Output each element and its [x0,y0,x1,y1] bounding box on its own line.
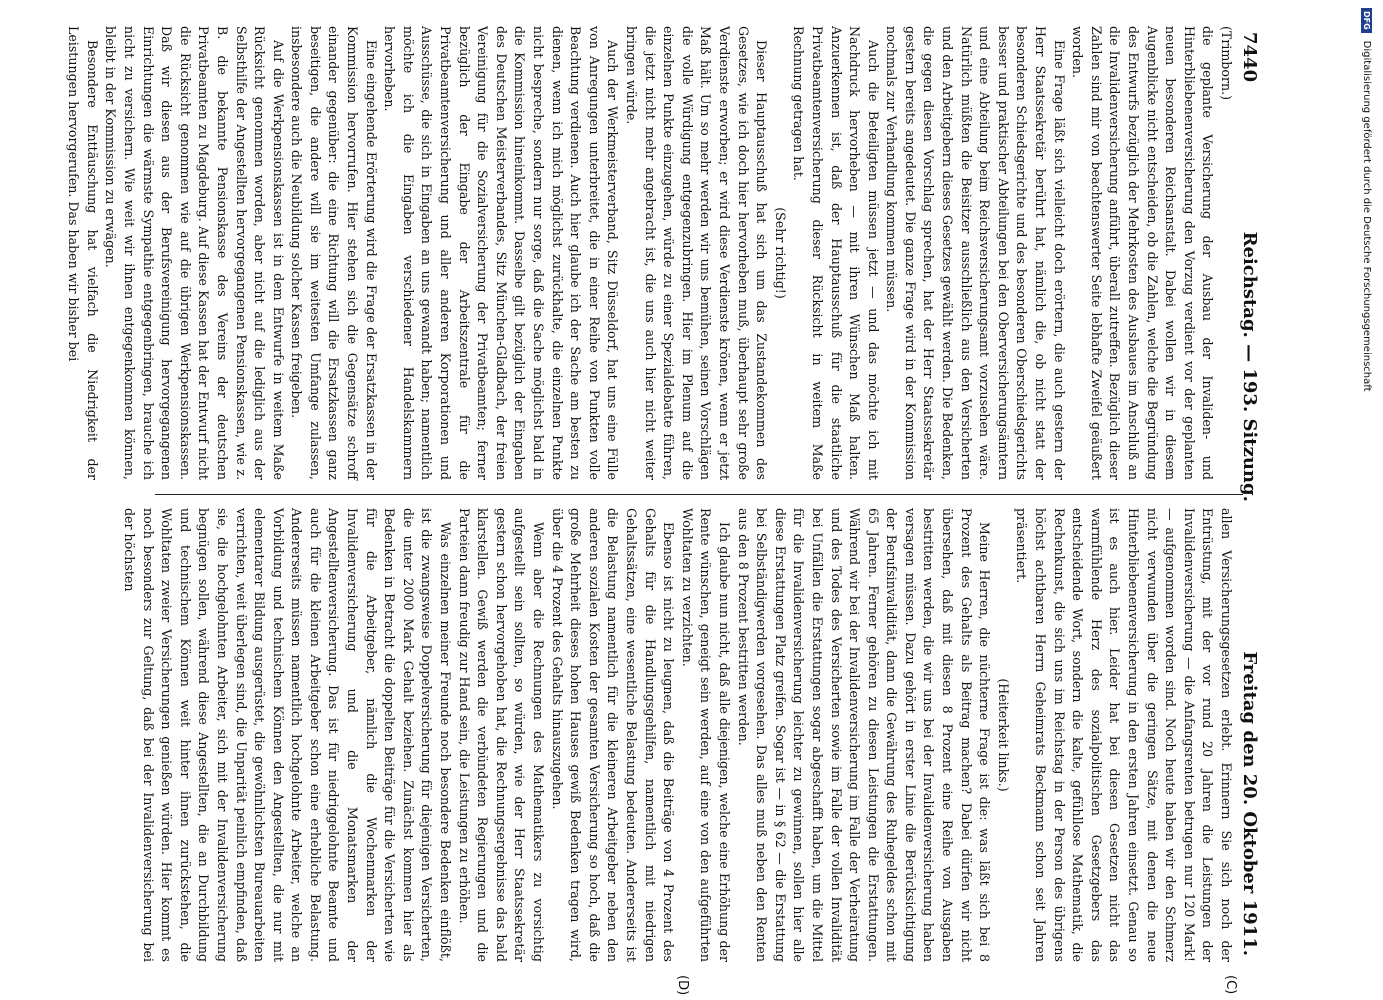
paragraph: Auch der Werkmeisterverband, Sitz Düsseldorf, hat uns eine Fülle von Anregungen unterbreitet, die in einer Reihe von Punkten volle Beachtung verdienen. Auch hier glaube ich der Sache am besten zu dienen, wenn ich mich möglichst zurückhalte, die einzelnen Punkte nicht bespreche, sondern nur sorge, daß die Sache möglichst bald in die Kommission hineinkommt. Dasselbe gilt bezüglich der Eingaben des Deutschen Meisterverbandes, Sitz München-Gladbach, der freien Vereinigung für die Sozialversicherung der Privatbeamten; ferner bezüglich der Eingabe der Arbeitszentrale für die Privatbeamtenversicherung und aller anderen Korporationen und Ausschüsse, die sich in Eingaben an uns gewandt haben; namentlich möchte ich die Eingaben verschiedener Handelskammern hervorheben. [382,26,621,480]
paragraph: allen Versicherungsgesetzen erlebt. Erinnern Sie sich noch der Entrüstung, mit der vor rund 20 Jahren die Leistungen der Invalidenversicherung — die Anfangsrenten betrugen nur 120 Mark! — aufgenommen worden sind. Noch heute haben wir den Schmerz nicht verwunden über die geringen Sätze, mit denen die neue Hinterbliebenenversicherung in den ersten Jahren einsetzt. Genau so ist es auch hier. Leider hat bei diesen Gesetzen nicht das warmfühlende Herz des sozialpolitischen Gesetzgebers das entscheidende Wort, sondern die kalte, gefühllose Mathematik, die Rechenkunst, die sich uns im Reichstag in der Person des übrigens höchst achtbaren Herrn Geheimrats Beckmann schon seit Jahren präsentiert. [1014,508,1234,962]
paragraph: die geplante Versicherung der Ausbau der Invaliden- und Hinterbliebenenversicherung den Vorzug verdient vor der geplanten neuen besonderen Reichsanstalt. Dabei wollen wir in diesem Augenblicke nicht entscheiden, ob die Zahlen, welche die Begründung des Entwurfs bezüglich der Mehrkosten des Ausbaues im Anschluß an die Invalidenversicherung anführt, überall zutreffen. Bezüglich dieser Zahlen sind mir von beachtenswerter Seite lebhafte Zweifel geäußert worden. [1070,26,1216,480]
margin-mark-d: (D) [675,975,690,996]
paragraph: Was einzelnen meiner Freunde noch besondere Bedenken einflößt, ist die zwangsweise Doppelversicherung für diejenigen Versicherten, die unter 2000 Mark Gehalt beziehen. Zunächst kommen hier als Bedenken in Betracht die doppelten Beiträge für die Versicherten wie für die Arbeitgeber, nämlich die Wochenmarken der Invalidenversicherung und die Monatsmarken der Angestelltenversicherung. Das ist für niedriggelohnte Beamte und auch für die kleinen Arbeitgeber schon eine erhebliche Belastung. Andererseits müssen namentlich hochgelohnte Arbeiter, welche an Vorbildung und technischem Können den Angestellten, die nur mit elementarer Bildung ausgerüstet, die gewöhnlichsten Bureauarbeiten verrichten, weit überlegen sind, die Unparität peinlich empfinden, daß sie, die hochgelohnten Arbeiter, sich mit der Invalidenversicherung begnügen sollen, während diese Angestellten, die an Durchbildung und technischem Können weit hinter ihnen zurückstehen, die Wohltaten zweier Versicherungen genießen würden. Hier kommt es noch besonders zur Geltung, daß bei der Invalidenversicherung bei der höchsten [121,508,454,962]
left-column [66,26,1235,480]
paragraph: Besondere Enttäuschung hat vielfach die Niedrigkeit der Leistungen hervorgerufen. Das haben wir bisher bei [66,26,100,480]
paragraph: (Sehr richtig!) [772,207,788,299]
column-divider [155,494,1243,495]
paragraph: Auch die Beteiligten müssen jetzt — und das möchte ich mit Nachdruck hervorheben — mit ihren Wünschen Maß halten. Anzuerkennen ist, daß der Hauptausschuß für die staatliche Privatbeamtenversicherung dieser Rücksicht in weitem Maße Rechnung getragen hat. [791,26,881,480]
paragraph: Eine eingehende Erörterung wird die Frage der Ersatzkassen in der Kommission hervorrufen. Hier stehen sich die Gegensätze schroff einander gegenüber: die eine Richtung will die Ersatzkassen ganz beseitigen, die andere will sie im weitesten Umfange zulassen, insbesondere auch die Neubildung solcher Kassen freigeben. [289,26,379,480]
paragraph: Eine Frage läßt sich vielleicht doch erörtern, die auch gestern der Herr Staatssekretär berührt hat, nämlich die, ob nicht statt der besonderen Schiedsgerichte und des besonderen Oberschiedsgerichts besser und praktischer Abteilungen bei den Oberversicherungsämtern und eine Abteilung beim Reichsversicherungsamt vorzusehen wäre. Natürlich müßten die Beisitzer ausschließlich aus den Versicherten und den Arbeitgebern dieses Gesetzes gewählt werden. Die Bedenken, die gegen diesen Vorschlag sprechen, hat der Herr Staatssekretär gestern bereits angedeutet. Die ganze Frage wird in der Kommission nochmals zur Verhandlung kommen müssen. [884,26,1067,480]
paragraph: (Trimborn.) [1219,26,1234,100]
digitization-credit: Digitalisierung gefördert durch die Deutsche Forschungsgemeinschaft [1361,40,1372,392]
paragraph: Ich glaube nun nicht, daß alle diejenigen, welche eine Erhöhung der Rente wünschen, geneigt sein werden, auf eine von den aufgeführten Wohltaten zu verzichten. [679,508,732,962]
paragraph: Wenn aber die Rechnungen des Mathematikers zu vorsichtig aufgestellt sein sollten, so würden, wie der Herr Staatssekretär gestern schon hervorgehoben hat, die Rechnungsergebnisse das bald klarstellen. Gewiß werden die verbündeten Regierungen und die Parteien dann freudig zur Hand sein, die Leistungen zu erhöhen. [456,508,547,962]
session-date: Freitag den 20. Oktober 1911. [1239,651,1260,956]
text-columns [66,26,1235,962]
paragraph: Dieser Hauptausschuß hat sich um das Zustandekommen des Gesetzes, wie ich doch hier hervorheben muß, überhaupt sehr große Verdienste erworben; er wird diese Verdienste krönen, wenn er jetzt Maß hält. Um so mehr werden wir uns bemühen, seinen Vorschlägen die volle Würdigung entgegenzubringen. Hier im Plenum auf die einzelnen Punkte einzugehen, würde zu einer Spezialdebatte führen, die jetzt nicht mehr angebracht ist, die uns auch hier nicht weiter bringen würde. [624,26,770,480]
right-column [121,508,1235,962]
paragraph: Ebenso ist nicht zu leugnen, daß die Beiträge von 4 Prozent des Gehalts für die Handlungsgehilfen, namentlich mit niedrigen Gehaltssätzen, eine wesentliche Belastung bedeuten. Andererseits ist die Belastung namentlich für die kleineren Arbeitgeber neben den anderen sozialen Kosten der gesamten Versicherung so hoch, daß die große Mehrheit dieses hohen Hauses gewiß Bedenken tragen wird, über die 4 Prozent des Gehalts hinauszugehen. [549,508,677,962]
document-page [66,0,1330,1000]
paragraph: (Heiterkeit links.) [995,678,1011,792]
paragraph: Auf die Werkpensionskassen ist in dem Entwurfe in weitem Maße Rücksicht genommen worden, aber nicht auf die lediglich aus der Selbsthilfe der Angestellten hervorgegangenen Pensionskassen, wie z. B. die bekannte Pensionskasse des Vereins der deutschen Privatbeamten zu Magdeburg. Auf diese Kassen hat der Entwurf nicht die Rücksicht genommen wie auf die übrigen Werkpensionskassen. Daß wir diesen aus der Berufsvereinigung hervorgegangenen Einrichtungen die wärmste Sympathie entgegenbringen, brauche ich nicht zu versichern. Wie weit wir ihnen entgegenkommen können, bleibt in der Kommission zu erwägen. [103,26,286,480]
dfg-logo: DFG [1361,8,1372,33]
paragraph: Meine Herren, die nüchterne Frage ist die: was läßt sich bei 8 Prozent des Gehalts als Beitrag machen? Dabei dürfen wir nicht übersehen, daß mit diesen 8 Prozent eine Reihe von Ausgaben bestritten werden, die wir uns bei der Invalidenversicherung haben versagen müssen. Dazu gehört in erster Linie die Berücksichtigung der Berufsinvalidität, dann die Gewährung des Ruhegeldes schon mit 65 Jahren. Ferner gehören zu diesen Leistungen die Erstattungen. Während wir bei der Invalidenversicherung im Falle der Verheiratung und des Todes des Versicherten sowie im Falle der vollen Invalidität bei Unfällen die Erstattungen sogar abgeschafft haben, um die Mittel für die Invalidenversicherung leichter zu gewinnen, sollen hier alle diese Erstattungen Platz greifen. Sogar ist — in § 62 — die Erstattung bei Selbständigwerden vorgesehen. Das alles muß neben den Renten aus den 8 Prozent bestritten werden. [735,508,993,962]
digitization-note [1361,8,1372,848]
margin-mark-c: (C) [1223,975,1238,995]
page-number: 7440 [1239,32,1260,83]
session-title: Reichstag. — 193. Sitzung. [1239,231,1260,502]
